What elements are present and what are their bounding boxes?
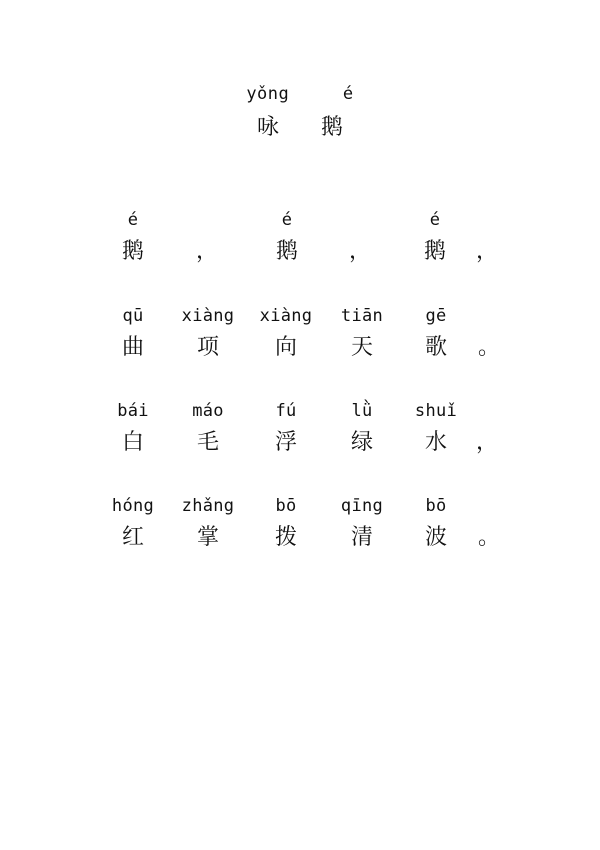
character: 波 [424, 525, 447, 550]
pinyin: bō [425, 496, 447, 516]
character: 拨 [274, 525, 297, 550]
pinyin: gē [425, 306, 447, 326]
character: 项 [196, 335, 219, 360]
character: 歌 [424, 335, 447, 360]
character: 红 [121, 525, 144, 550]
pinyin: é [429, 210, 441, 230]
punctuation: 。 [477, 335, 500, 360]
pinyin: bái [117, 401, 149, 421]
pinyin: lǜ [351, 401, 373, 421]
pinyin: zhǎng [181, 496, 235, 516]
character: 浮 [274, 430, 297, 455]
poem-title [0, 0, 600, 150]
pinyin: xiàng [259, 306, 313, 326]
character: 鹅 [121, 239, 144, 264]
title-pinyin: yǒng é [246, 84, 354, 104]
punctuation: 。 [477, 525, 500, 550]
character: 向 [274, 335, 297, 360]
character: 曲 [121, 335, 144, 360]
pinyin: tiān [340, 306, 384, 326]
pinyin: é [281, 210, 293, 230]
pinyin: é [127, 210, 139, 230]
pinyin: shuǐ [414, 401, 458, 421]
punctuation: ， [475, 430, 498, 455]
punctuation: ， [475, 239, 498, 264]
pinyin: qīng [340, 496, 384, 516]
character: 绿 [350, 430, 373, 455]
character: 毛 [196, 430, 219, 455]
pinyin: qū [122, 306, 144, 326]
character: 掌 [196, 525, 219, 550]
character: 鹅 [275, 239, 298, 264]
character: 清 [350, 525, 373, 550]
poem-line-4 [0, 496, 600, 566]
poem-line-1 [0, 210, 600, 280]
pinyin: bō [275, 496, 297, 516]
character: 水 [424, 430, 447, 455]
punctuation: ， [195, 239, 218, 264]
pinyin: xiàng [181, 306, 235, 326]
character: 鹅 [423, 239, 446, 264]
character: 天 [350, 335, 373, 360]
title-hanzi: 咏 鹅 [257, 115, 343, 140]
pinyin: máo [192, 401, 224, 421]
punctuation: ， [348, 239, 371, 264]
pinyin: fú [275, 401, 297, 421]
pinyin: hóng [111, 496, 155, 516]
character: 白 [121, 430, 144, 455]
poem-line-2 [0, 306, 600, 376]
poem-line-3 [0, 401, 600, 471]
